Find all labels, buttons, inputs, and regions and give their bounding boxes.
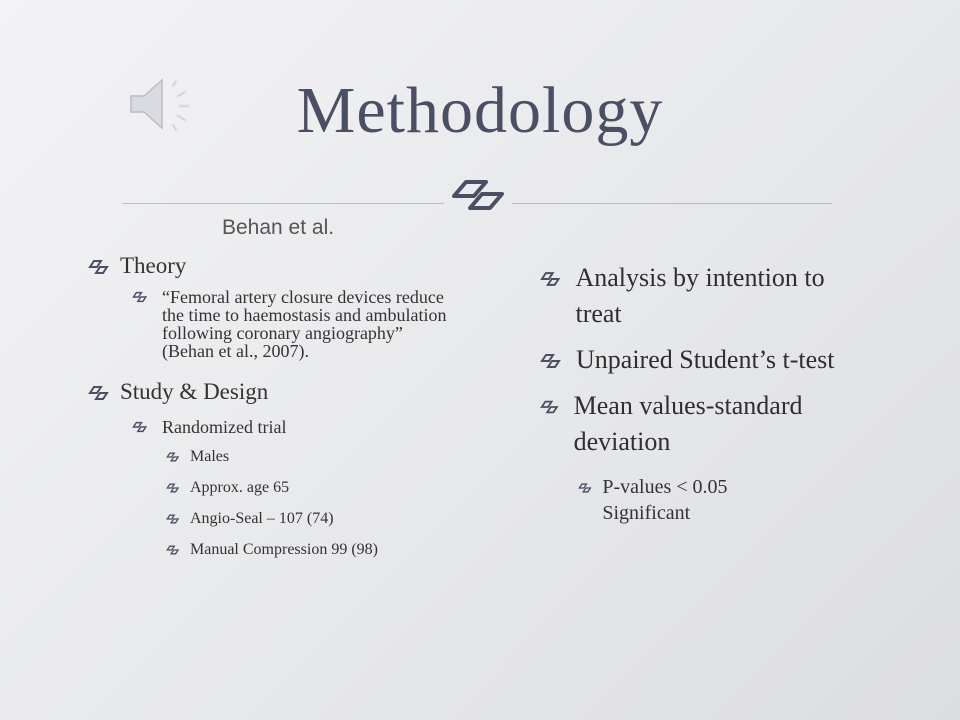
bullet-study-design (88, 378, 468, 406)
bullet-icon (132, 290, 148, 304)
bullet-icon (540, 398, 560, 416)
bullet-icon (88, 258, 110, 276)
study-sub-item (132, 418, 468, 436)
center-bullet-icon (446, 170, 510, 220)
study-item-label: Approx. age 65 (190, 479, 290, 496)
study-item-label: Males (190, 448, 230, 465)
bullet-analysis (540, 260, 870, 332)
theory-label: Theory (120, 253, 187, 278)
bullet-icon (166, 451, 180, 463)
bullet-icon (166, 482, 180, 494)
pvalue-item (578, 474, 798, 526)
list-item (166, 448, 468, 466)
list-item (166, 510, 468, 528)
left-column (88, 252, 468, 559)
bullet-mean-values (540, 388, 870, 460)
bullet-ttest (540, 342, 870, 378)
bullet-icon (166, 544, 180, 556)
slide-title: Methodology (296, 74, 664, 147)
bullet-icon (540, 270, 561, 288)
bullet-icon (88, 384, 110, 402)
right-item-label: Mean values-standard deviation (573, 391, 803, 456)
right-column (540, 260, 870, 526)
bullet-theory (88, 252, 468, 280)
slide-subtitle: Behan et al. (222, 216, 335, 239)
theory-quote: “Femoral artery closure devices reduce the time to haemostasis and ambulation following coronary angiography” (Behan et al., 2007). (162, 287, 447, 361)
right-item-label: Unpaired Student’s t-test (576, 345, 835, 374)
list-item (166, 479, 468, 497)
theory-quote-item (132, 288, 468, 360)
title-rule-right (512, 203, 832, 204)
right-item-label: Analysis by intention to treat (575, 263, 825, 328)
study-items-list (166, 448, 468, 559)
study-label: Study & Design (120, 379, 269, 404)
bullet-icon (578, 481, 592, 495)
study-sub: Randomized trial (162, 417, 287, 437)
study-item-label: Manual Compression 99 (98) (190, 541, 378, 558)
study-item-label: Angio-Seal – 107 (74) (190, 510, 334, 527)
list-item (166, 541, 468, 559)
bullet-icon (540, 352, 562, 370)
title-rule-left (122, 203, 444, 204)
bullet-icon (132, 420, 148, 434)
bullet-icon (166, 513, 180, 525)
pvalue-label: P-values < 0.05 Significant (602, 476, 728, 524)
